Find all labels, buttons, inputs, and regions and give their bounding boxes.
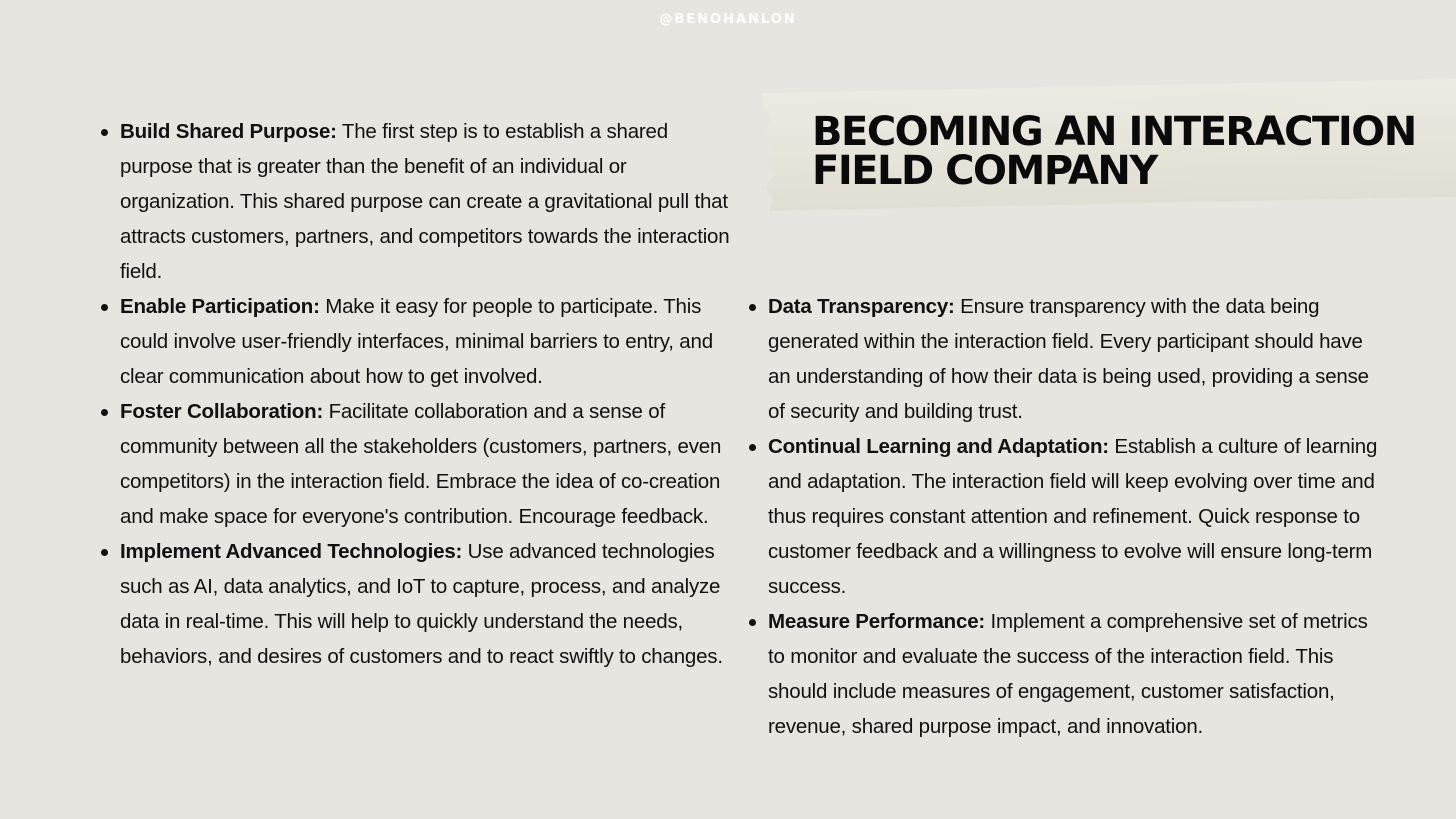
list-item xyxy=(120,534,734,674)
list-item xyxy=(768,604,1380,744)
list-item-heading: Foster Collaboration: xyxy=(120,400,324,423)
left-bullet-list xyxy=(120,114,734,674)
list-item-heading: Measure Performance: xyxy=(768,610,986,633)
page-title-line-2: FIELD COMPANY xyxy=(812,148,1157,194)
list-item-text: Ensure transparency with the data being generated within the interaction field. Every participant should have an understanding of how their data is being used, providing a sense of security and building trust. xyxy=(768,295,1369,423)
list-item-text: Facilitate collaboration and a sense of community between all the stakeholders (customers, partners, even competitors) in the interaction field. Embrace the idea of co-creation and make space for everyone's contribution. Encourage feedback. xyxy=(120,400,722,528)
list-item-heading: Data Transparency: xyxy=(768,295,955,318)
list-item-text: Implement a comprehensive set of metrics to monitor and evaluate the success of the interaction field. This should include measures of engagement, customer satisfaction, revenue, shared purpose impact, and innovation. xyxy=(768,610,1368,738)
list-item xyxy=(768,289,1380,429)
list-item-text: The first step is to establish a shared purpose that is greater than the benefit of an individual or organization. This shared purpose can create a gravitational pull that attracts customers, partners, and competitors towards the interaction field. xyxy=(120,120,730,283)
list-item xyxy=(768,429,1380,604)
list-item-heading: Continual Learning and Adaptation: xyxy=(768,435,1109,458)
list-item-heading: Implement Advanced Technologies: xyxy=(120,540,463,563)
page-title-line-1: BECOMING AN INTERACTION xyxy=(812,109,1416,155)
watermark-handle: @BENOHANLON xyxy=(659,12,797,27)
list-item-heading: Build Shared Purpose: xyxy=(120,120,337,143)
list-item-heading: Enable Participation: xyxy=(120,295,320,318)
list-item xyxy=(120,289,734,394)
list-item-text: Establish a culture of learning and adaptation. The interaction field will keep evolving over time and thus requires constant attention and refinement. Quick response to customer feedback and a willingness to evolve will ensure long-term success. xyxy=(768,435,1378,598)
list-item-text: Make it easy for people to participate. This could involve user-friendly interfaces, minimal barriers to entry, and clear communication about how to get involved. xyxy=(120,295,713,388)
list-item xyxy=(120,394,734,534)
right-bullet-list xyxy=(768,289,1380,744)
list-item-text: Use advanced technologies such as AI, data analytics, and IoT to capture, process, and analyze data in real-time. This will help to quickly understand the needs, behaviors, and desires of customers and to react swiftly to changes. xyxy=(120,540,723,668)
list-item xyxy=(120,114,734,289)
page-title xyxy=(812,109,1452,194)
